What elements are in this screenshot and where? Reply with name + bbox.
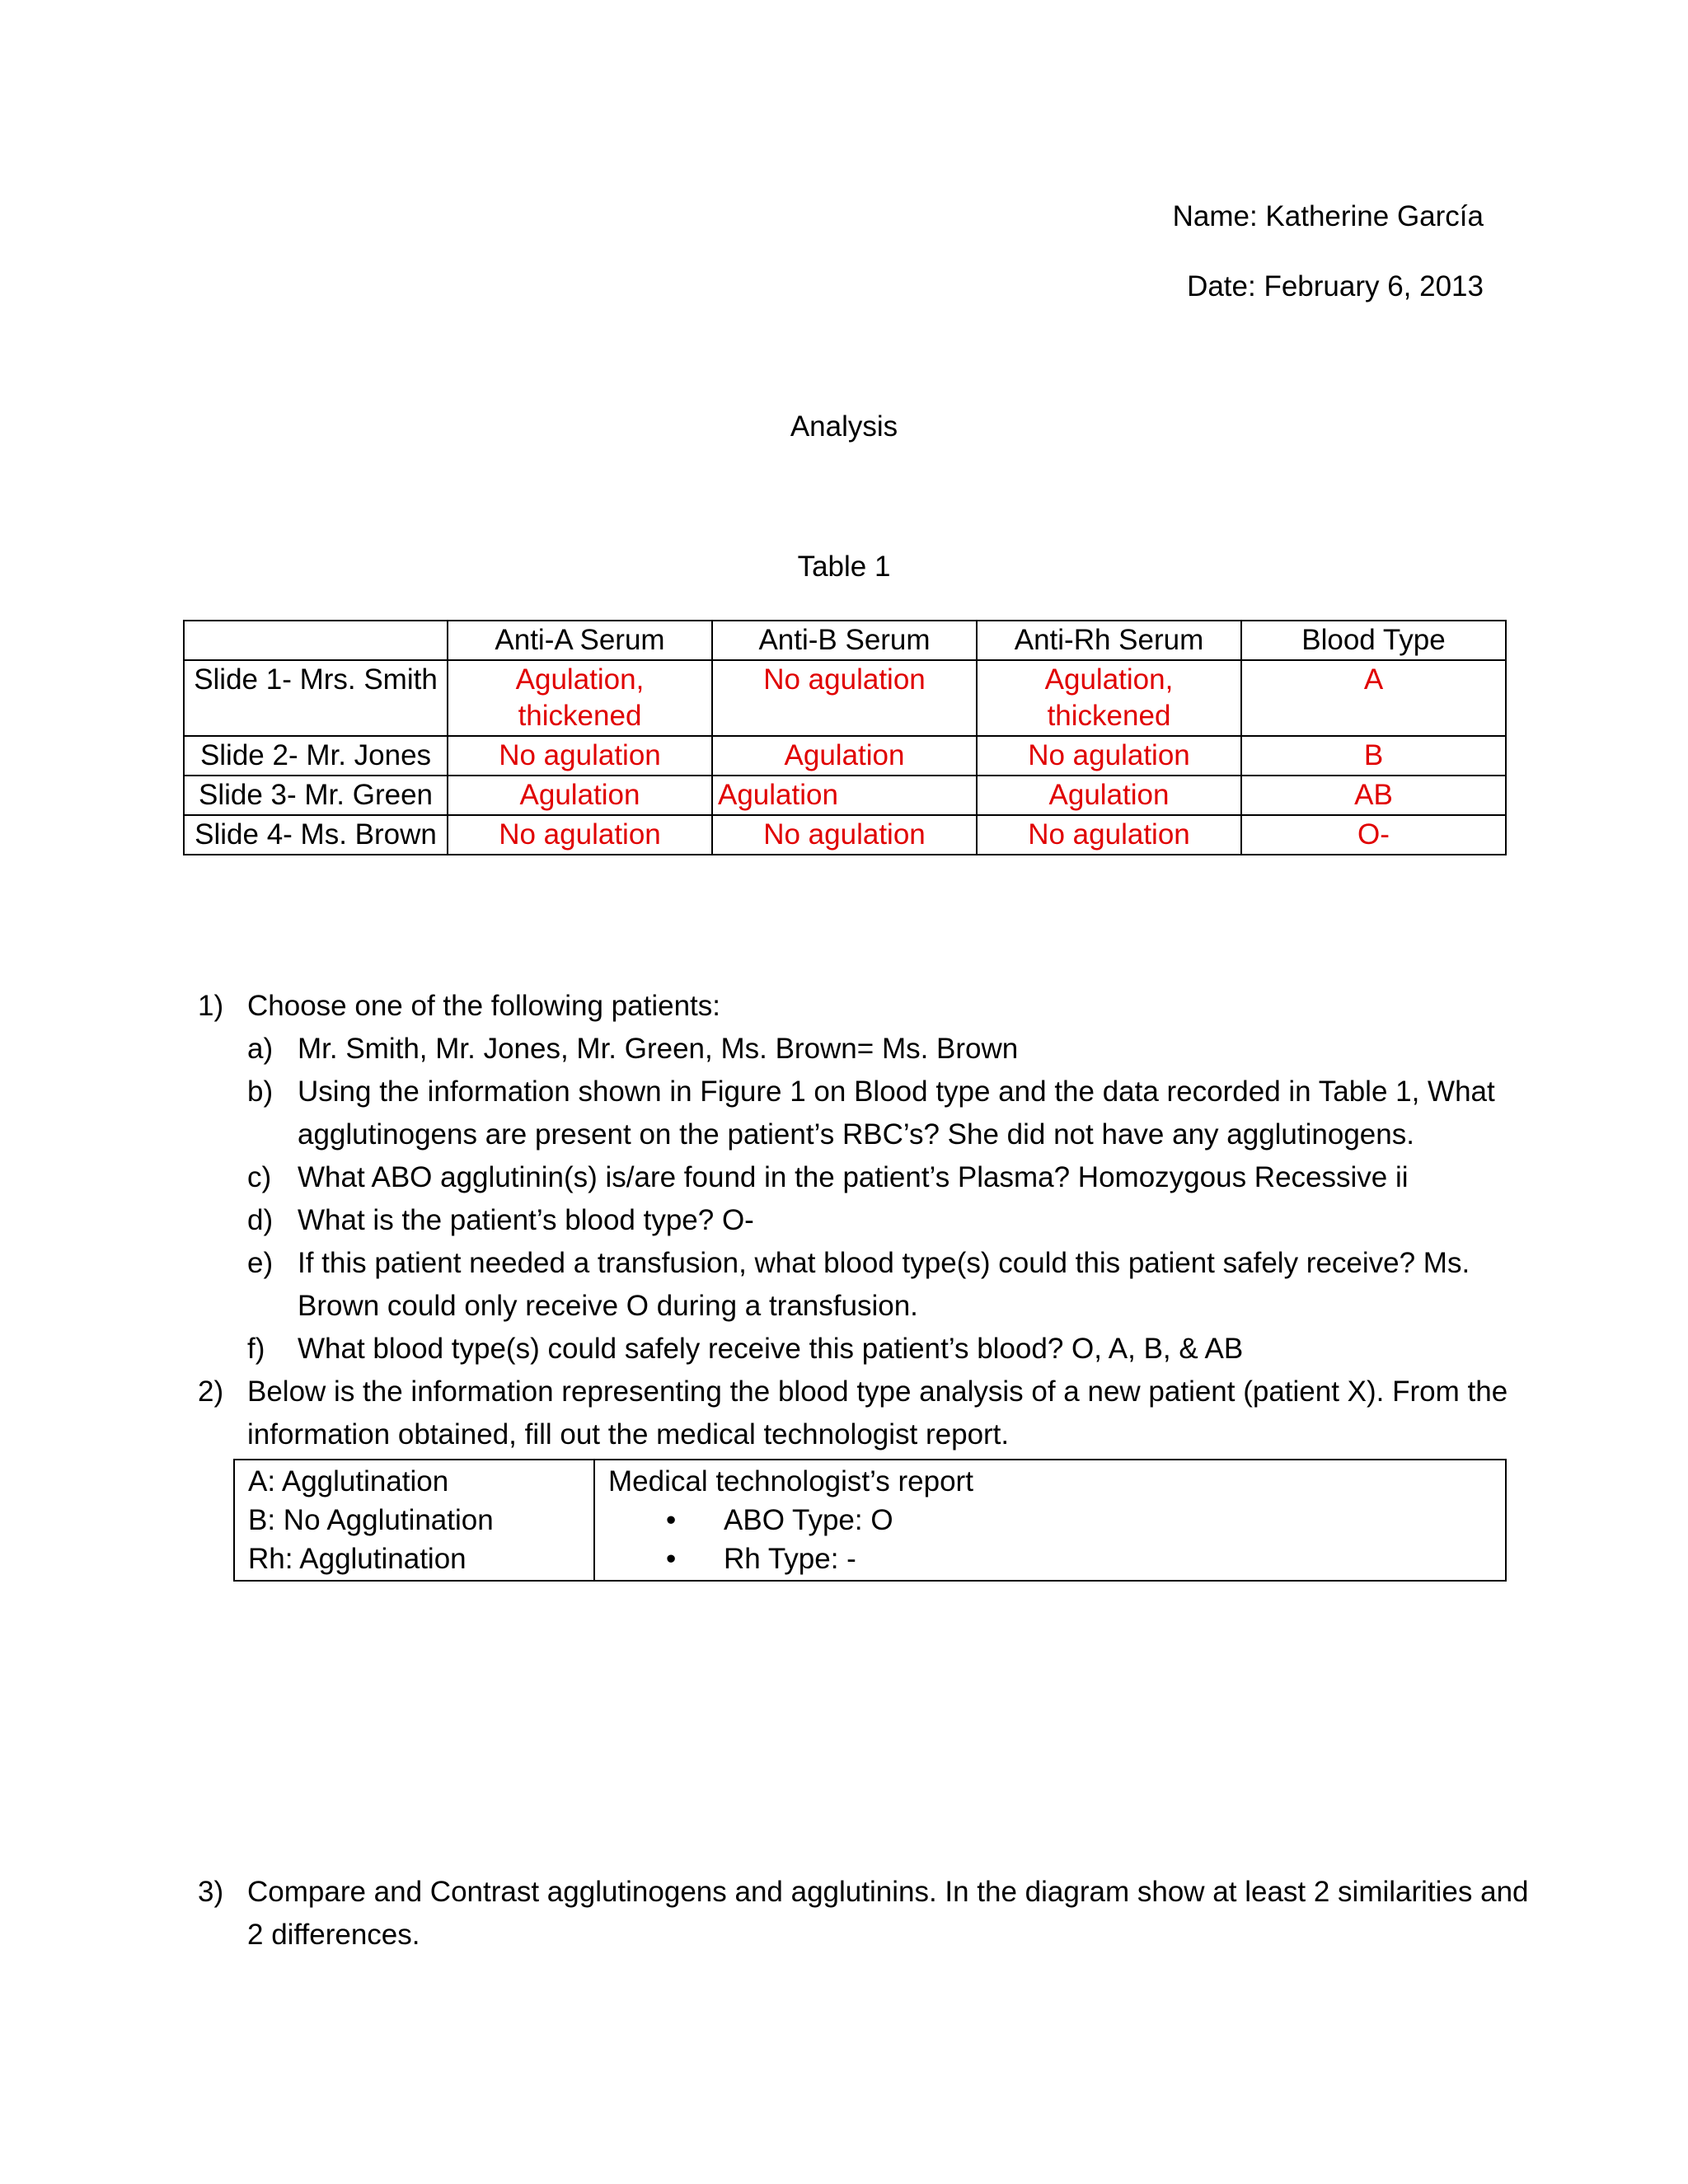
table-row [184, 815, 1506, 855]
report-title: Medical technologist’s report [608, 1465, 973, 1497]
blood-type-result: O- [1241, 815, 1506, 855]
anti-a-result: No agulation [448, 736, 712, 776]
question-text-line2: 2 differences. [247, 1919, 420, 1951]
row-label: Slide 4- Ms. Brown [184, 815, 448, 855]
header-cell: Anti-B Serum [712, 621, 977, 660]
anti-b-result: Agulation [712, 776, 977, 815]
anti-b-result: No agulation [712, 815, 977, 855]
bullet-icon: • [666, 1543, 677, 1575]
table-row [184, 736, 1506, 776]
row-label: Slide 1- Mrs. Smith [184, 660, 448, 736]
table-row [184, 776, 1506, 815]
sub-label: c) [247, 1161, 272, 1193]
anti-rh-result: No agulation [977, 815, 1241, 855]
blood-type-result: A [1241, 660, 1506, 736]
sub-text: What is the patient’s blood type? O- [298, 1204, 754, 1236]
result-rh: Rh: Agglutination [248, 1543, 467, 1575]
question-number: 2) [198, 1376, 224, 1408]
student-name: Name: Katherine García [1172, 200, 1484, 232]
anti-rh-result: Agulation [977, 776, 1241, 815]
header-cell: Blood Type [1241, 621, 1506, 660]
anti-rh-result: Agulation, thickened [977, 660, 1241, 736]
sub-label: e) [247, 1247, 274, 1279]
blood-type-result: AB [1241, 776, 1506, 815]
question-number: 1) [198, 990, 224, 1022]
anti-b-result: Agulation [712, 736, 977, 776]
bullet-icon: • [666, 1504, 677, 1536]
sub-text-line2: agglutinogens are present on the patient’s RBC’s? She did not have any agglutinogens. [298, 1118, 1414, 1151]
sub-label: d) [247, 1204, 274, 1236]
assignment-date: Date: February 6, 2013 [1187, 270, 1484, 302]
question-text-line1: Below is the information representing the blood type analysis of a new patient (patient X). From the [247, 1376, 1508, 1408]
header-cell [184, 621, 448, 660]
sub-text-line1: Using the information shown in Figure 1 on Blood type and the data recorded in Table 1, What [298, 1076, 1495, 1108]
sub-text-line2: Brown could only receive O during a transfusion. [298, 1290, 918, 1322]
result-a: A: Agglutination [248, 1465, 449, 1497]
question-text: Choose one of the following patients: [247, 990, 720, 1022]
table-row [184, 660, 1506, 736]
row-label: Slide 2- Mr. Jones [184, 736, 448, 776]
report-list [608, 1501, 1492, 1578]
agglutination-results-cell [234, 1460, 594, 1581]
sub-text: What ABO agglutinin(s) is/are found in the patient’s Plasma? Homozygous Recessive ii [298, 1161, 1409, 1193]
anti-a-result: Agulation, thickened [448, 660, 712, 736]
technologist-report-table [233, 1459, 1507, 1582]
result-b: B: No Agglutination [248, 1504, 494, 1536]
sub-label: f) [247, 1333, 265, 1365]
table-header-row [184, 621, 1506, 660]
anti-a-result: Agulation [448, 776, 712, 815]
question-number: 3) [198, 1876, 224, 1908]
row-label: Slide 3- Mr. Green [184, 776, 448, 815]
list-item [608, 1501, 1492, 1540]
table-caption: Table 1 [797, 551, 891, 583]
sub-text: Mr. Smith, Mr. Jones, Mr. Green, Ms. Brown= Ms. Brown [298, 1033, 1019, 1065]
sub-text-line1: If this patient needed a transfusion, what blood type(s) could this patient safely receive? Ms. [298, 1247, 1470, 1279]
anti-b-result: No agulation [712, 660, 977, 736]
blood-type-table [183, 620, 1507, 855]
report-row [234, 1460, 1506, 1581]
anti-rh-result: No agulation [977, 736, 1241, 776]
abo-type: ABO Type: O [724, 1504, 893, 1536]
header-cell: Anti-A Serum [448, 621, 712, 660]
sub-text: What blood type(s) could safely receive this patient’s blood? O, A, B, & AB [298, 1333, 1244, 1365]
anti-a-result: No agulation [448, 815, 712, 855]
rh-type: Rh Type: - [724, 1543, 856, 1575]
header-cell: Anti-Rh Serum [977, 621, 1241, 660]
question-text-line2: information obtained, fill out the medical technologist report. [247, 1418, 1010, 1451]
question-text-line1: Compare and Contrast agglutinogens and agglutinins. In the diagram show at least 2 similarities and [247, 1876, 1529, 1908]
sub-label: a) [247, 1033, 274, 1065]
sub-label: b) [247, 1076, 274, 1108]
blood-type-result: B [1241, 736, 1506, 776]
list-item [608, 1540, 1492, 1578]
report-cell [594, 1460, 1506, 1581]
page-title: Analysis [790, 410, 898, 443]
